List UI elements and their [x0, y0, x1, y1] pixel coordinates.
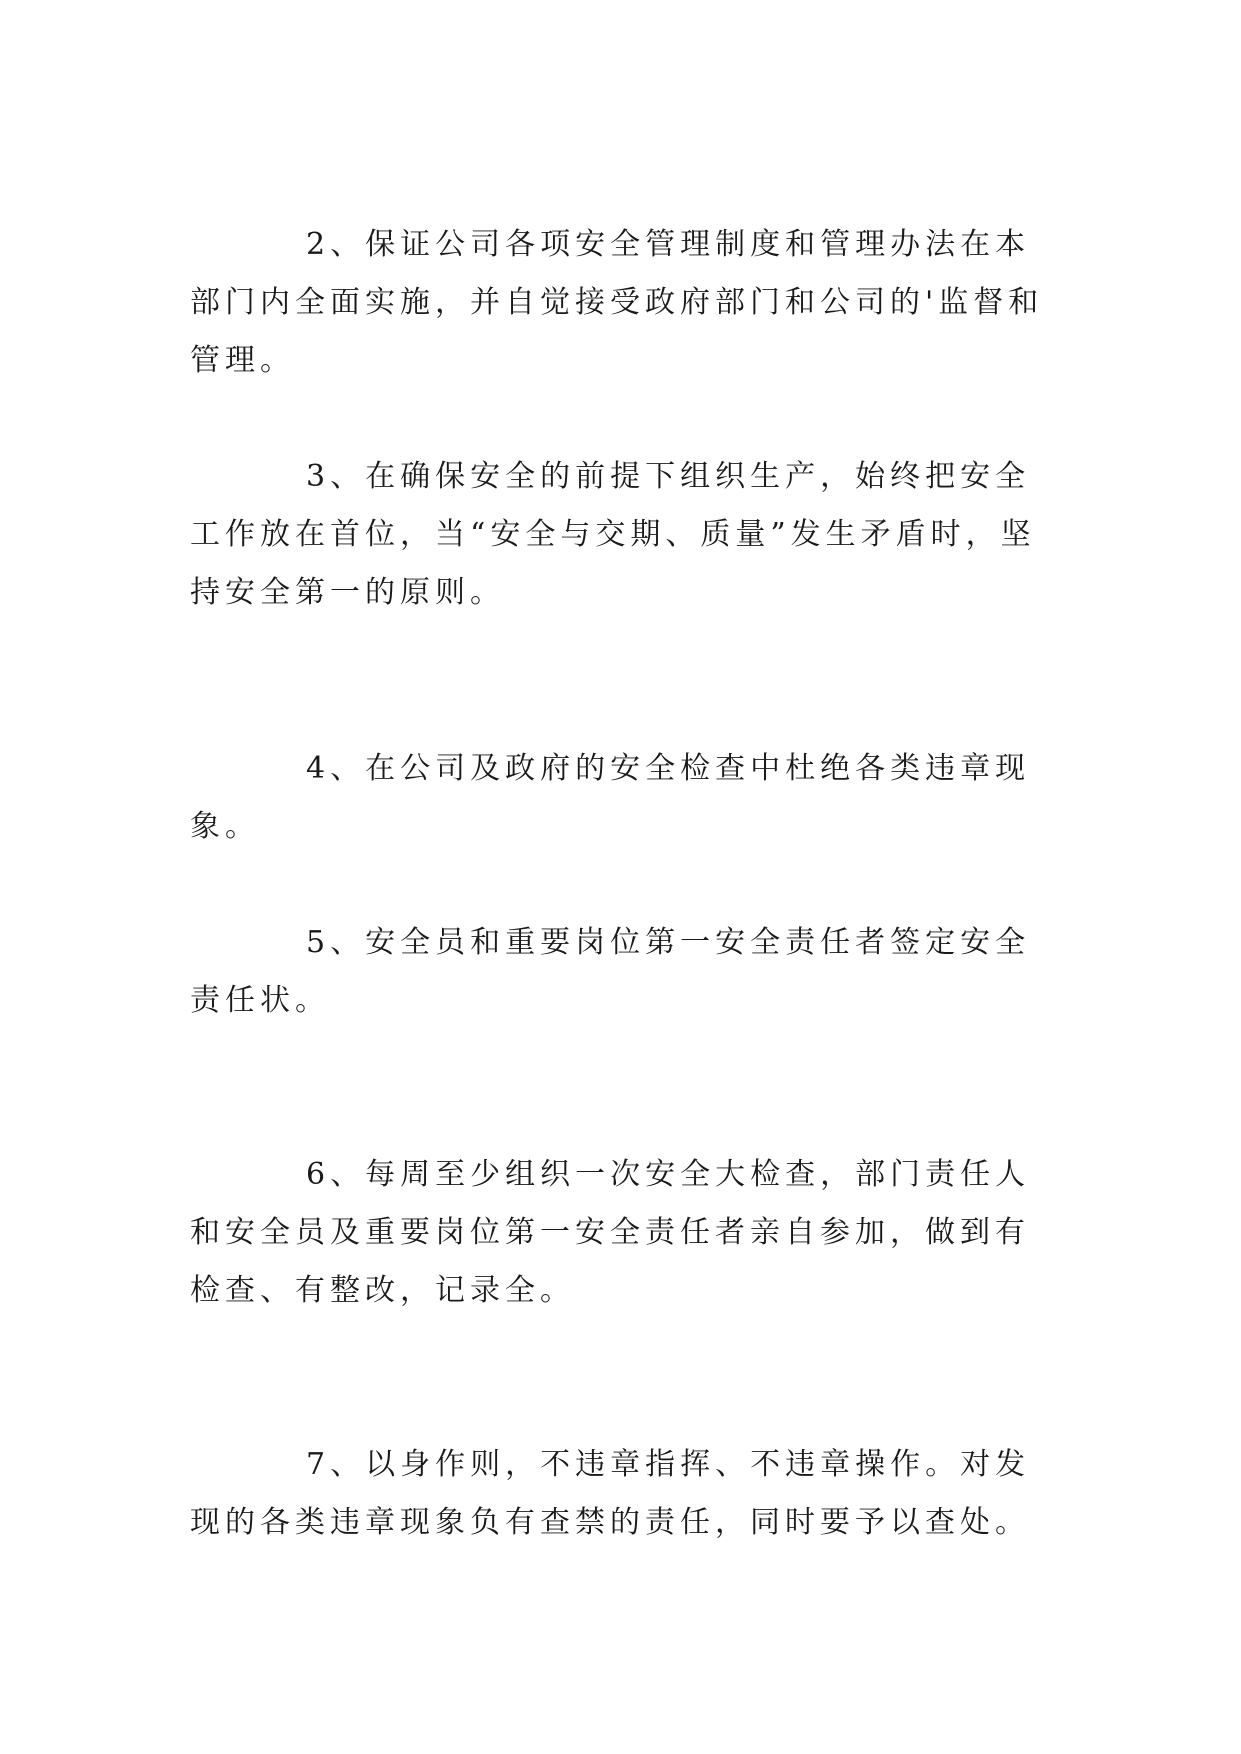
paragraph-item-2: 2、保证公司各项安全管理制度和管理办法在本部门内全面实施，并自觉接受政府部门和公司的'监督和管理。 — [190, 227, 1044, 378]
paragraph-item-6: 6、每周至少组织一次安全大检查，部门责任人和安全员及重要岗位第一安全责任者亲自参加，做到有检查、有整改，记录全。 — [190, 1157, 1031, 1308]
paragraph-item-5: 5、安全员和重要岗位第一安全责任者签定安全责任状。 — [190, 925, 1031, 1018]
paragraph-item-7: 7、以身作则，不违章指挥、不违章操作。对发现的各类违章现象负有查禁的责任，同时要予以查处。 — [190, 1447, 1031, 1540]
paragraph-item-3: 3、在确保安全的前提下组织生产，始终把安全工作放在首位，当“安全与交期、质量”发生矛盾时，坚持安全第一的原则。 — [190, 459, 1036, 610]
paragraph-item-4: 4、在公司及政府的安全检查中杜绝各类违章现象。 — [190, 751, 1031, 844]
